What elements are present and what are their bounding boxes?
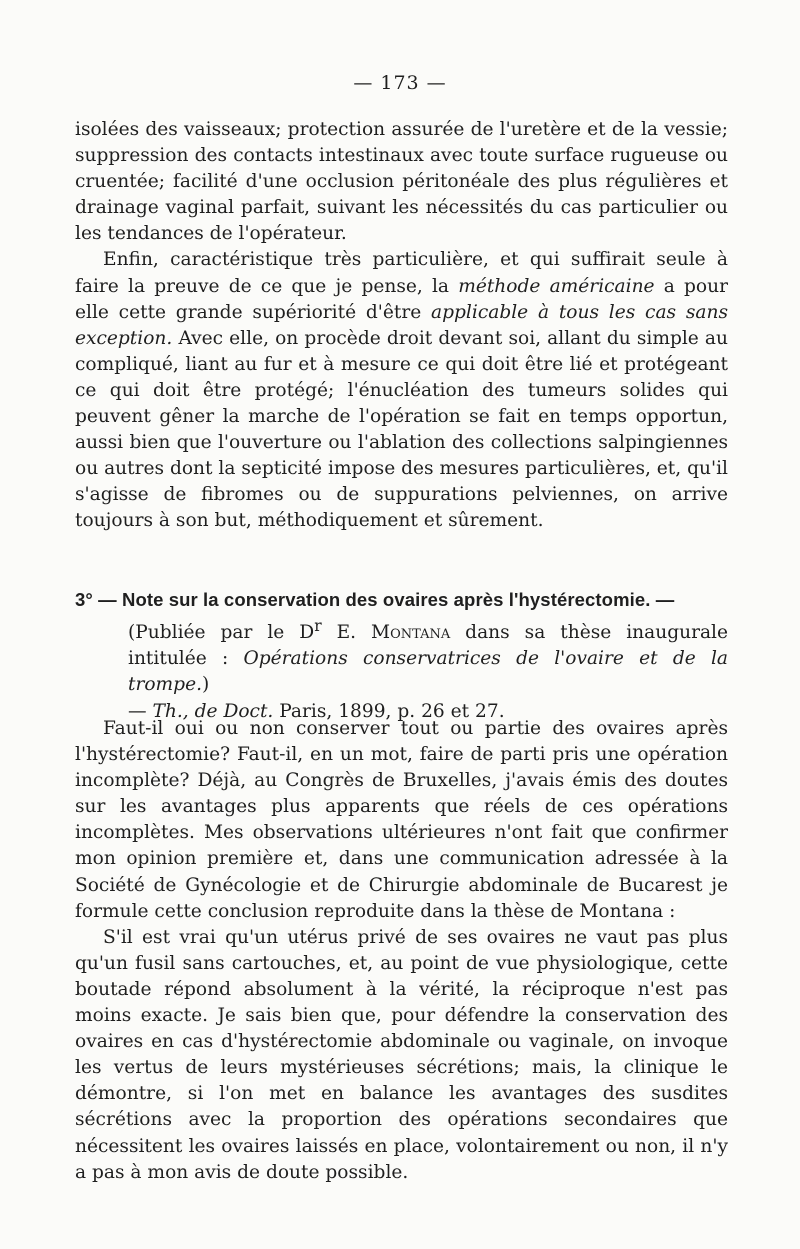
- paragraph-text: a pour elle cette grande supériorité d'être: [75, 275, 728, 323]
- section-title: [75, 587, 728, 613]
- thesis-title: Opérations conservatrices de l'ovaire et de la trompe.: [128, 648, 729, 696]
- reference-text: ): [202, 674, 210, 696]
- reference-text: (Publiée par le D: [128, 622, 315, 644]
- reference-text: Paris, 1899, p. 26 et 27.: [273, 700, 505, 722]
- paragraph-continuation: isolées des vaisseaux; protection assurée de l'uretère et de la vessie; suppression des contacts intestinaux avec toute surface rugueuse ou cruentée; facilité d'une occlusion péritonéale des plus régulières et drainage vaginal parfait, suivant les nécessités du cas particulier ou les tendances de l'opérateur.: [75, 119, 728, 245]
- reference-superscript: r: [314, 617, 322, 636]
- paragraph-conservation-question: Faut-il oui ou non conserver tout ou partie des ovaires après l'hystérectomie? Faut-il, en un mot, faire de parti pris une opération incomplète? Déjà, au Congrès de Bruxelles, j'avais émis des doutes sur les avantages plus apparents que réels de ces opérations incomplètes. Mes observations ultérieures n'ont fait que confirmer mon opinion première et, dans une communication adressée à la Société de Gynécologie et de Chirurgie abdominale de Bucarest je formule cette conclusion reproduite dans la thèse de Montana :: [75, 718, 728, 922]
- paragraph-quoted-conclusion: S'il est vrai qu'un utérus privé de ses ovaires ne vaut pas plus qu'un fusil sans cartouches, et, au point de vue physiologique, cette boutade répond absolument à la vérité, la réciproque n'est pas moins exacte. Je sais bien que, pour défendre la conservation des ovaires en cas d'hystérectomie abdominale ou vaginale, on invoque les vertus de leurs mystérieuses sécrétions; mais, la clinique le démontre, si l'on met en balance les avantages des susdites sécrétions avec la proportion des opérations secondaires que nécessitent les ovaires laissés en place, volontairement ou non, il n'y a pas à mon avis de doute possible.: [75, 926, 728, 1183]
- paragraph-methode-americaine: [75, 247, 728, 534]
- author-name: Montana: [371, 622, 451, 644]
- section-number: 3°: [75, 589, 93, 610]
- section-reference: [75, 613, 728, 725]
- section-title-text: — Note sur la conservation des ovaires après l'hystérectomie. —: [98, 589, 675, 610]
- body-text-bottom: [75, 716, 728, 1186]
- reference-text: dans sa thèse inaugurale intitulée :: [128, 622, 728, 670]
- paragraph-text: Enfin, caractéristique très particulière, et qui suffirait seule à faire la preuve de ce que je pense, la: [75, 249, 728, 297]
- thesis-type: Th., de Doct.: [152, 700, 274, 722]
- paragraph-text: Avec elle, on procède droit devant soi, allant du simple au compliqué, liant au fur et à mesure ce qui doit être lié et protégeant ce qui doit être protégé; l'énucléation des tumeurs solides qui peuvent gêner la marche de l'opération se fait en temps opportun, aussi bien que l'ouverture ou l'ablation des collections salpingiennes ou autres dont la septicité impose des mesures particulières, et, qu'il s'agisse de fibromes ou de suppurations pelviennes, on arrive toujours à son but, méthodiquement et sûrement.: [75, 327, 728, 532]
- body-text-top: [75, 117, 728, 535]
- reference-text: E.: [321, 622, 372, 644]
- italic-phrase: applicable à tous les cas sans exception.: [75, 301, 728, 349]
- page-number: — 173 —: [353, 72, 447, 94]
- reference-text: —: [128, 700, 153, 722]
- italic-phrase: méthode américaine: [458, 275, 655, 297]
- section-heading: [75, 587, 728, 725]
